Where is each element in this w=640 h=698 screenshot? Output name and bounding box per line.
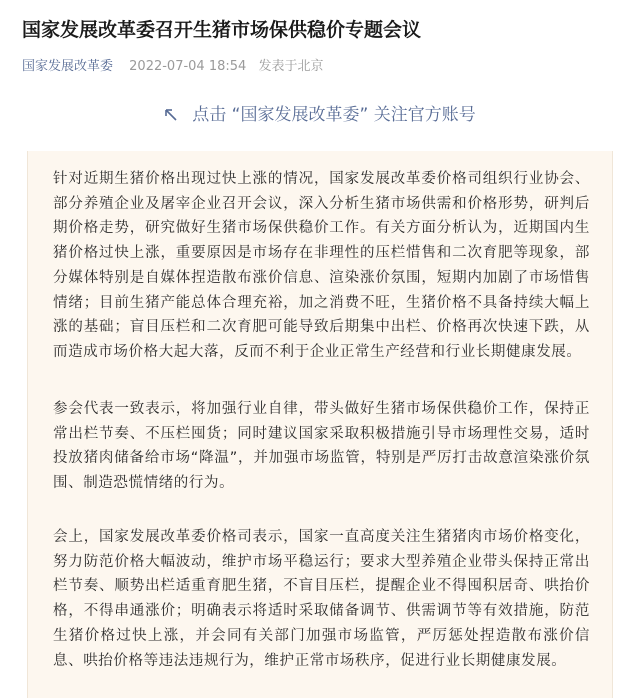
follow-account-text: 点击 “国家发展改革委” 关注官方账号 (192, 105, 476, 125)
account-name-link[interactable]: 国家发展改革委 (22, 59, 114, 74)
article-title: 国家发展改革委召开生猪市场保供稳价专题会议 (22, 19, 422, 41)
publish-location: 发表于北京 (258, 59, 324, 74)
body-paragraph-1: 针对近期生猪价格出现过快上涨的情况，国家发展改革委价格司组织行业协会、部分养殖企业及屠宰企业召开会议，深入分析生猪市场供需和价格形势，研判后期价格走势，研究做好生猪市场保供稳价工作。有关方面分析认为，近期国内生猪价格过快上涨，重要原因是市场存在非理性的压栏惜售和二次育肥等现象，部分媒体特别是自媒体捏造散布涨价信息、渲染涨价氛围，短期内加剧了市场惜售情绪；目前生猪产能总体合理充裕，加之消费不旺，生猪价格不具备持续大幅上涨的基础；盲目压栏和二次育肥可能导致后期集中出栏、价格再次快速下跌，从而造成市场价格大起大落，反而不利于企业正常生产经营和行业长期健康发展。 (53, 171, 590, 360)
arrow-up-left-icon (164, 108, 178, 122)
article-meta (22, 57, 323, 77)
body-paragraph-3: 会上，国家发展改革委价格司表示，国家一直高度关注生猪猪肉市场价格变化，努力防范价格大幅波动，维护市场平稳运行；要求大型养殖企业带头保持正常出栏节奏、顺势出栏适重育肥生猪，不盲目压栏，提醒企业不得囤积居奇、哄抬价格，不得串通涨价；明确表示将适时采取储备调节、供需调节等有效措施，防范生猪价格过快上涨，并会同有关部门加强市场监管，严厉惩处捏造散布涨价信息、哄抬价格等违法违规行为，维护正常市场秩序，促进行业长期健康发展。 (53, 529, 590, 669)
publish-date: 2022-07-04 18:54 (129, 59, 247, 74)
follow-account-banner[interactable] (0, 100, 640, 130)
article-body (27, 151, 613, 698)
body-paragraph-2: 参会代表一致表示，将加强行业自律，带头做好生猪市场保供稳价工作，保持正常出栏节奏、不压栏囤货；同时建议国家采取积极措施引导市场理性交易，适时投放猪肉储备给市场“降温”，并加强市场监管，特别是严厉打击故意渲染涨价氛围、制造恐慌情绪的行为。 (53, 401, 590, 492)
